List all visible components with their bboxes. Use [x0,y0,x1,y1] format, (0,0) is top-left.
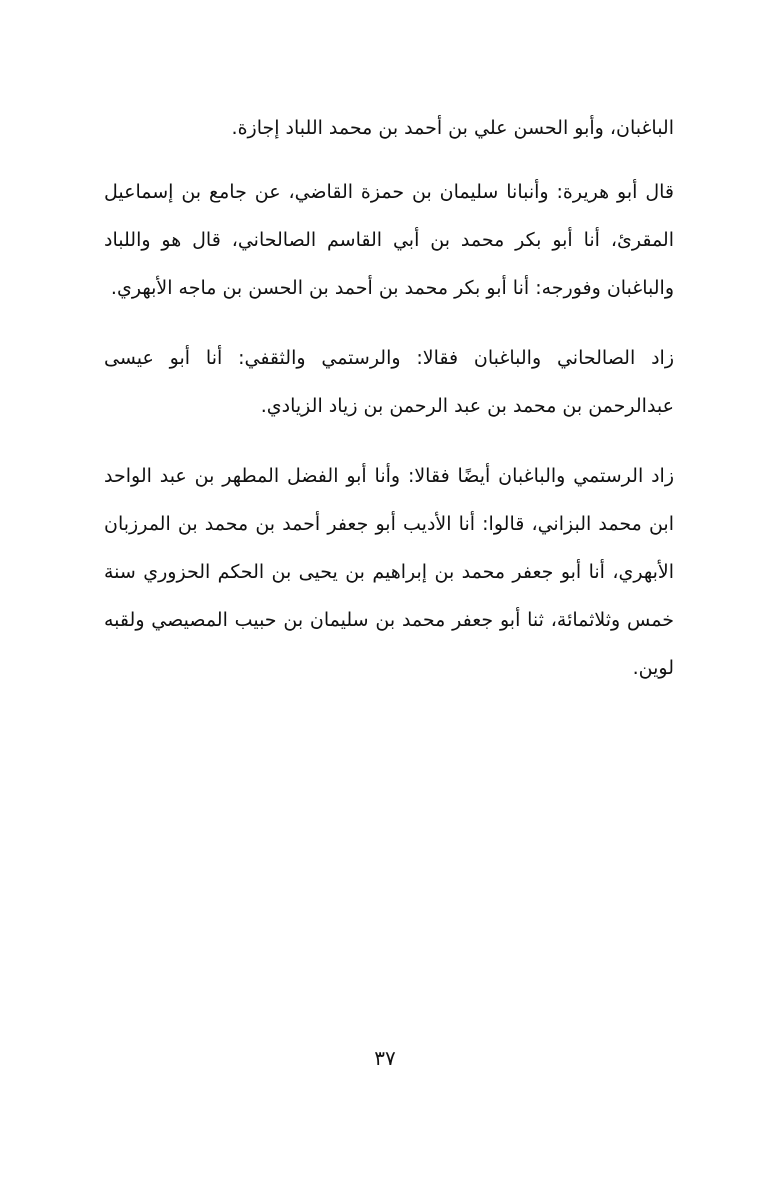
page-number: ٣٧ [374,1046,396,1070]
paragraph-3: زاد الصالحاني والباغبان فقالا: والرستمي والثقفي: أنا أبو عيسى عبدالرحمن بن محمد بن عبد الرحمن بن زياد الزيادي. [104,347,674,417]
page-text-body [104,104,674,714]
paragraph-2: قال أبو هريرة: وأنبانا سليمان بن حمزة القاضي، عن جامع بن إسماعيل المقرئ، أنا أبو بكر محمد بن أبي القاسم الصالحاني، قال هو واللباد والباغبان وفورجه: أنا أبو بكر محمد بن أحمد بن الحسن بن ماجه الأبهري. [104,181,674,299]
paragraph-1: الباغبان، وأبو الحسن علي بن أحمد بن محمد اللباد إجازة. [231,117,674,139]
paragraph-4: زاد الرستمي والباغبان أيضًا فقالا: وأنا أبو الفضل المطهر بن عبد الواحد ابن محمد البزاني، قالوا: أنا الأديب أبو جعفر أحمد بن محمد بن المرزبان الأبهري، أنا أبو جعفر محمد بن إبراهيم بن يحيى بن الحكم الحزوري سنة خمس وثلاثمائة، ثنا أبو جعفر محمد بن سليمان بن حبيب المصيصي ولقبه لوين. [104,465,674,679]
